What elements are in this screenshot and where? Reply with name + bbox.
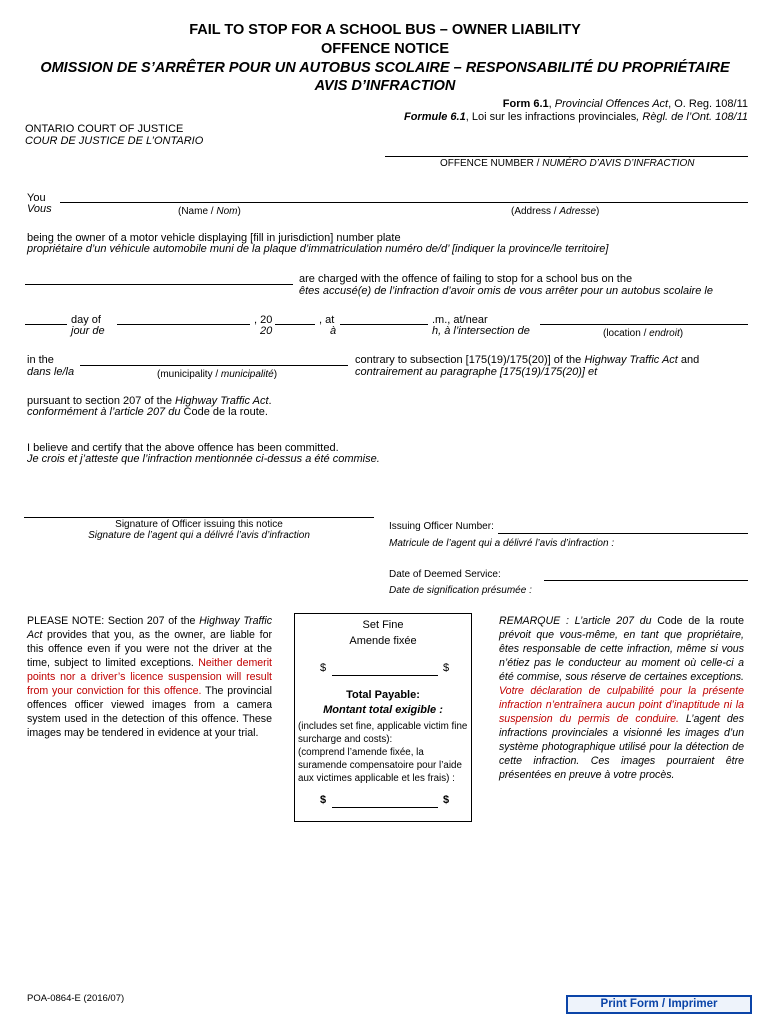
total-dollar-sign: $: [320, 794, 327, 806]
day-of-fr: jour de: [71, 325, 105, 337]
form-reference-en: Form 6.1, Provincial Offences Act, O. Reg. 108/11: [502, 98, 748, 110]
near-fr: h, à l’intersection de: [432, 325, 530, 337]
year-prefix-en: , 20: [254, 314, 273, 326]
officer-number-label-en: Issuing Officer Number:: [389, 521, 494, 532]
month-field[interactable]: [117, 324, 250, 325]
total-payable-label-en: Total Payable:: [346, 689, 420, 701]
note-en: PLEASE NOTE: Section 207 of the Highway Traffic Act provides that you, as the owner, are liable for this offence even if you were not the driver at the time, subject to limited exceptions. Neither demerit points nor a driver’s licence suspension will result from your conviction for this offence. The provincial offences officer viewed images from a camera system used in the detection of this offence. These images may be tendered in evidence at your trial.: [27, 615, 273, 739]
contrary-text-en: contrary to subsection [175(19)/175(20)] of the Highway Traffic Act and: [355, 354, 700, 366]
location-field[interactable]: [540, 324, 748, 325]
deemed-service-label-fr: Date de signification présumée :: [389, 585, 532, 596]
pursuant-text-en: pursuant to section 207 of the Highway Traffic Act.: [27, 395, 272, 407]
time-field[interactable]: [340, 324, 428, 325]
deemed-service-field[interactable]: [544, 580, 748, 581]
officer-number-field[interactable]: [498, 533, 748, 534]
name-label: (Name / Nom): [178, 206, 241, 217]
deemed-service-label-en: Date of Deemed Service:: [389, 569, 501, 580]
address-label: (Address / Adresse): [511, 206, 600, 217]
municipality-label: (municipality / municipalité): [157, 369, 278, 380]
fine-box: [294, 613, 472, 822]
day-of-en: day of: [71, 314, 101, 326]
officer-signature-field[interactable]: [24, 517, 374, 518]
at-en: , at: [319, 314, 335, 326]
pursuant-text-fr: conformément à l’article 207 du Code de la route.: [27, 406, 268, 418]
set-fine-dollar-sign-right: $: [443, 662, 450, 674]
in-the-en: in the: [27, 354, 54, 366]
vehicle-text-en: being the owner of a motor vehicle displaying [fill in jurisdiction] number plate: [27, 232, 401, 244]
contrary-text-fr: contrairement au paragraphe [175(19)/175(20)] et: [355, 366, 598, 378]
total-payable-amount-field[interactable]: [332, 807, 438, 808]
total-dollar-sign-right: $: [443, 794, 450, 806]
court-name-fr: COUR DE JUSTICE DE L’ONTARIO: [25, 135, 204, 147]
set-fine-dollar-sign: $: [320, 662, 327, 674]
court-name-en: ONTARIO COURT OF JUSTICE: [25, 123, 184, 135]
near-en: .m., at/near: [432, 314, 488, 326]
offence-number-field[interactable]: [385, 156, 748, 157]
name-address-field[interactable]: [60, 202, 748, 203]
year-prefix-fr: 20: [260, 325, 273, 337]
plate-number-field[interactable]: [25, 284, 293, 285]
charge-text-fr: êtes accusé(e) de l’infraction d’avoir omis de vous arrêter pour un autobus scolaire le: [299, 285, 713, 297]
total-payable-label-fr: Montant total exigible :: [323, 704, 443, 716]
title-fr-line1: OMISSION DE S’ARRÊTER POUR UN AUTOBUS SCOLAIRE – RESPONSABILITÉ DU PROPRIÉTAIRE: [40, 60, 730, 76]
signature-label-en: Signature of Officer issuing this notice: [115, 519, 283, 530]
year-field[interactable]: [275, 324, 315, 325]
print-form-button[interactable]: Print Form / Imprimer: [566, 995, 752, 1014]
form-reference-fr: Formule 6.1, Loi sur les infractions provinciales, Règl. de l’Ont. 108/11: [403, 111, 748, 123]
you-label-fr: Vous: [27, 203, 52, 215]
certify-text-en: I believe and certify that the above offence has been committed.: [27, 442, 339, 454]
set-fine-label-en: Set Fine: [362, 619, 404, 631]
note-fr: REMARQUE : L’article 207 du Code de la route prévoit que vous-même, en tant que propriétaire, êtes responsable de cette infraction, même si vous n’étiez pas le conducteur au moment où celle-ci a été commise, sous réserve de certaines exceptions. Votre déclaration de culpabilité pour la présente infraction n’entraînera aucun point d’inaptitude ni la suspension du permis de conduire. L’agent des infractions provinciales a visionné les images d’un système photographique utilisé pour la détection de cette infraction. Ces images pourraient être présentées en preuve à votre procès.: [499, 615, 744, 781]
signature-label-fr: Signature de l’agent qui a délivré l’avis d’infraction: [88, 530, 310, 541]
location-label: (location / endroit): [603, 328, 684, 339]
set-fine-amount-field[interactable]: [332, 675, 438, 676]
certify-text-fr: Je crois et j’atteste que l’infraction mentionnée ci-dessus a été commise.: [27, 453, 380, 465]
includes-text: (includes set fine, applicable victim fine surcharge and costs): (comprend l’amende fixée, la suramende compensatoire pour l’aide aux victimes applicable et les frais) :: [298, 721, 468, 784]
in-the-fr: dans le/la: [27, 366, 75, 378]
set-fine-label-fr: Amende fixée: [349, 635, 417, 647]
you-label-en: You: [27, 192, 46, 204]
title-en-line1: FAIL TO STOP FOR A SCHOOL BUS – OWNER LIABILITY: [189, 22, 581, 38]
officer-number-label-fr: Matricule de l’agent qui a délivré l’avis d’infraction :: [389, 538, 615, 549]
at-fr: à: [330, 325, 337, 337]
title-fr-line2: AVIS D’INFRACTION: [314, 78, 456, 94]
vehicle-text-fr: propriétaire d’un véhicule automobile muni de la plaque d’immatriculation numéro de/d’ [indiquer la province/le territoire]: [27, 243, 609, 255]
form-code: POA-0864-E (2016/07): [27, 993, 125, 1004]
charge-text-en: are charged with the offence of failing to stop for a school bus on the: [299, 273, 633, 285]
title-en-line2: OFFENCE NOTICE: [320, 41, 450, 57]
offence-number-label: OFFENCE NUMBER / NUMÉRO D’AVIS D’INFRACTION: [440, 158, 695, 169]
municipality-field[interactable]: [80, 365, 348, 366]
day-field[interactable]: [25, 324, 67, 325]
